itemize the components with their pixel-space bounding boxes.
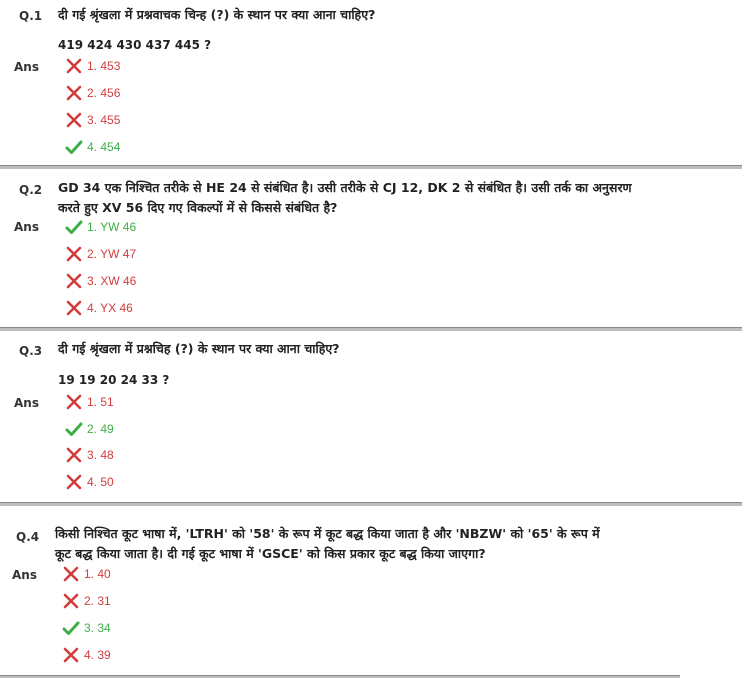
option bbox=[65, 111, 120, 129]
option bbox=[62, 565, 111, 583]
question-text: किसी निश्चित कूट भाषा में, 'LTRH' को '58' के रूप में कूट बद्ध किया जाता है और 'NBZW' को '65' के रूप में कूट बद्ध किया जाता है। दी गई कूट भाषा में 'GSCE' को किस प्रकार कूट बद्ध किया जाएगा? bbox=[55, 526, 600, 561]
cross-icon bbox=[65, 112, 83, 128]
section-divider bbox=[0, 502, 742, 506]
option bbox=[65, 245, 136, 263]
option bbox=[65, 446, 114, 464]
option bbox=[65, 138, 120, 156]
answer-label: Ans bbox=[14, 220, 39, 234]
cross-icon bbox=[65, 394, 83, 410]
check-icon bbox=[65, 139, 83, 155]
option bbox=[65, 218, 136, 236]
option-label: 4. 454 bbox=[87, 140, 121, 154]
option-label: 1. 51 bbox=[87, 395, 114, 409]
question-number: Q.1 bbox=[19, 9, 43, 23]
cross-icon bbox=[62, 647, 80, 663]
option-label: 2. 31 bbox=[84, 594, 111, 608]
question-number: Q.3 bbox=[19, 344, 43, 358]
question-number: Q.4 bbox=[16, 530, 40, 544]
option-label: 3. 48 bbox=[87, 448, 114, 462]
check-icon bbox=[62, 620, 80, 636]
number-series: 19 19 20 24 33 ? bbox=[58, 373, 170, 387]
option-label: 1. YW 46 bbox=[87, 220, 137, 234]
option bbox=[65, 299, 133, 317]
cross-icon bbox=[65, 300, 83, 316]
section-divider bbox=[0, 165, 742, 169]
answer-label: Ans bbox=[12, 568, 37, 582]
option-label: 2. 49 bbox=[87, 422, 114, 436]
answer-label: Ans bbox=[14, 60, 39, 74]
question-text: GD 34 एक निश्चित तरीके से HE 24 से संबंधित है। उसी तरीके से CJ 12, DK 2 से संबंधित है। उसी तर्क का अनुसरण करते हुए XV 56 दिए गए विकल्पों में से किससे संबंधित है? bbox=[58, 180, 632, 215]
question-number: Q.2 bbox=[19, 183, 43, 197]
option bbox=[62, 646, 111, 664]
option bbox=[62, 619, 111, 637]
number-series: 419 424 430 437 445 ? bbox=[58, 38, 212, 52]
option bbox=[65, 473, 114, 491]
option bbox=[62, 592, 111, 610]
check-icon bbox=[65, 219, 83, 235]
cross-icon bbox=[65, 474, 83, 490]
option-label: 3. 455 bbox=[87, 113, 121, 127]
option bbox=[65, 272, 136, 290]
option-label: 2. 456 bbox=[87, 86, 121, 100]
option-label: 4. 39 bbox=[84, 648, 111, 662]
option bbox=[65, 393, 114, 411]
cross-icon bbox=[65, 246, 83, 262]
answer-label: Ans bbox=[14, 396, 39, 410]
option-label: 4. YX 46 bbox=[87, 301, 133, 315]
option-label: 3. XW 46 bbox=[87, 274, 137, 288]
option-label: 3. 34 bbox=[84, 621, 111, 635]
option-label: 1. 40 bbox=[84, 567, 111, 581]
cross-icon bbox=[65, 447, 83, 463]
check-icon bbox=[65, 421, 83, 437]
option-label: 1. 453 bbox=[87, 59, 121, 73]
question-text: दी गई श्रृंखला में प्रश्नवाचक चिन्ह (?) के स्थान पर क्या आना चाहिए? bbox=[58, 7, 376, 22]
section-divider bbox=[0, 327, 742, 331]
cross-icon bbox=[65, 273, 83, 289]
cross-icon bbox=[62, 566, 80, 582]
cross-icon bbox=[65, 85, 83, 101]
option-label: 2. YW 47 bbox=[87, 247, 137, 261]
cross-icon bbox=[65, 58, 83, 74]
option-label: 4. 50 bbox=[87, 475, 114, 489]
option bbox=[65, 57, 120, 75]
option bbox=[65, 84, 120, 102]
question-text: दी गई श्रृंखला में प्रश्नचिह (?) के स्थान पर क्या आना चाहिए? bbox=[58, 341, 340, 356]
section-divider bbox=[0, 675, 680, 678]
cross-icon bbox=[62, 593, 80, 609]
option bbox=[65, 420, 114, 438]
